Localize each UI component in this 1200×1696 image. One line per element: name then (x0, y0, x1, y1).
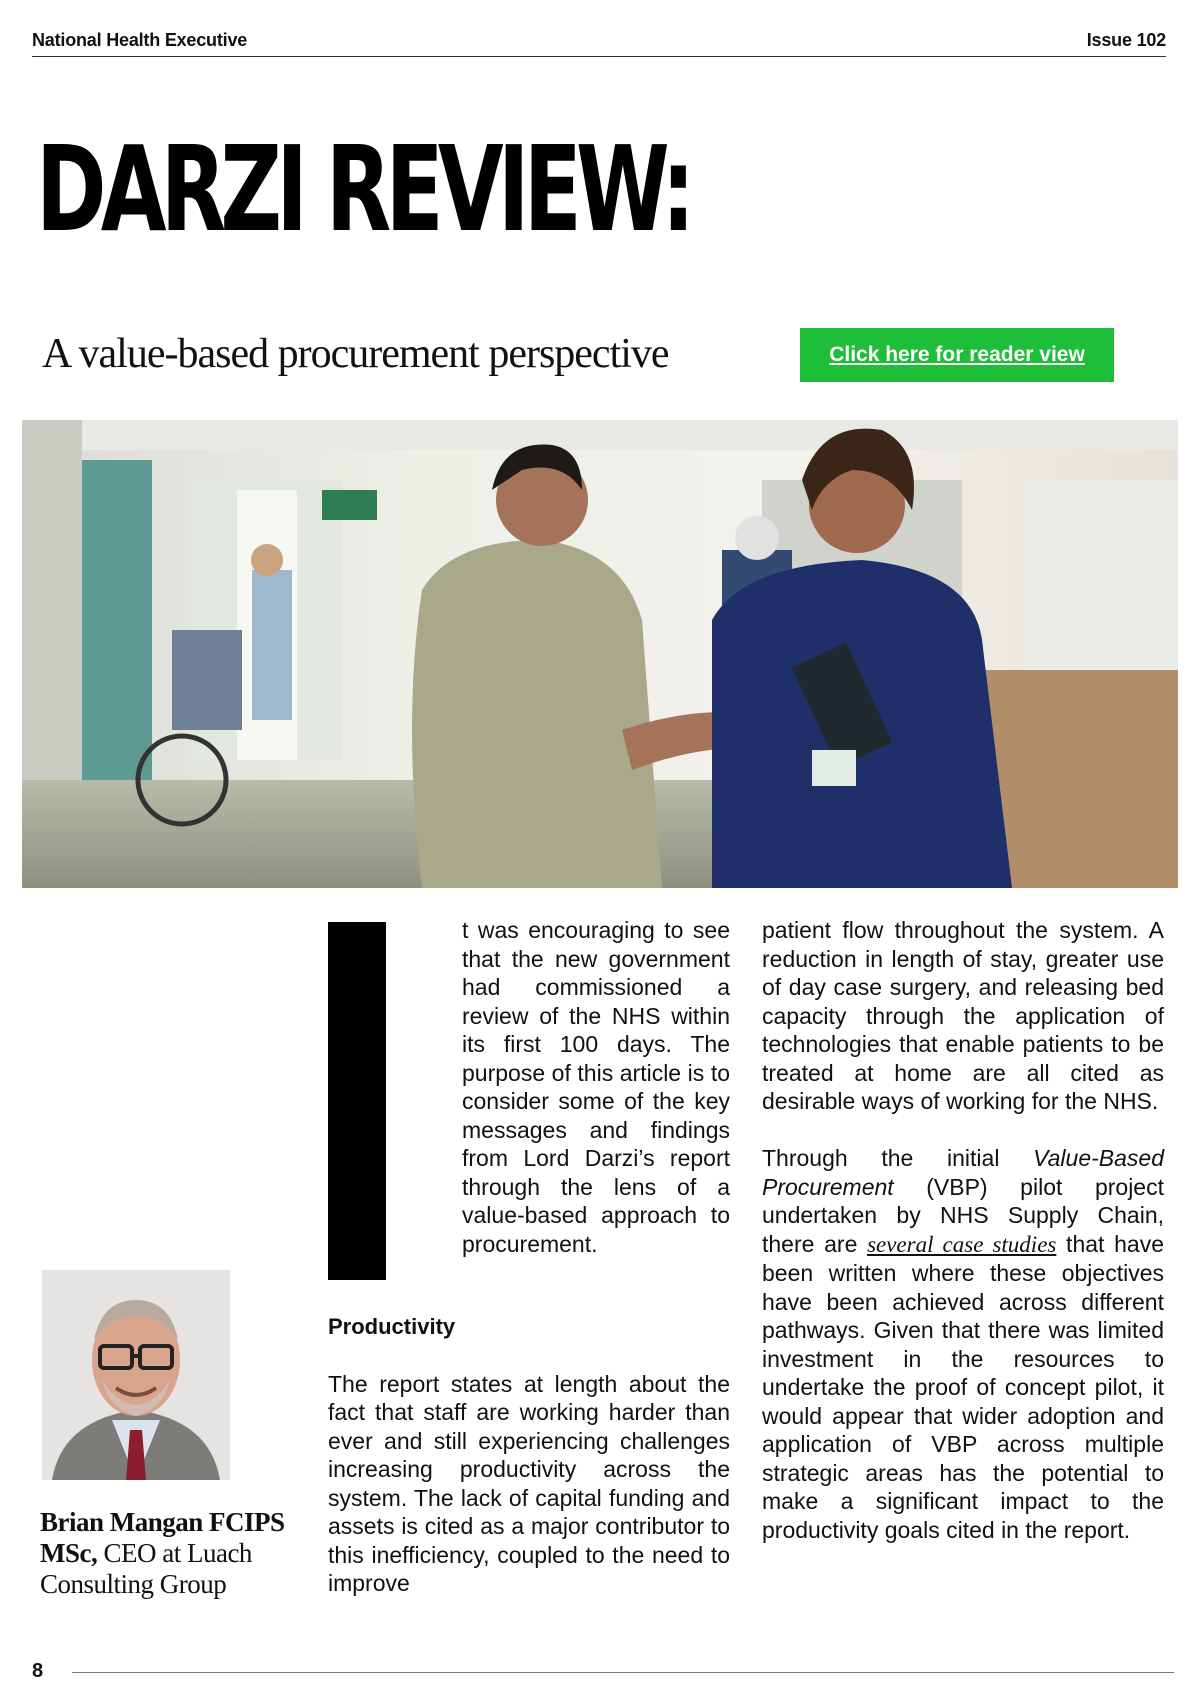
article-column-1 (462, 916, 730, 1258)
vbp-text-2: (VBP) pilot project undertaken by NHS Supply Chain, there are (762, 1173, 1164, 1257)
article-column-3 (762, 916, 1164, 1544)
page-header (32, 28, 1166, 57)
article-column-2 (328, 1313, 730, 1598)
reader-view-button[interactable]: Click here for reader view (800, 328, 1114, 382)
article-subtitle: A value-based procurement perspective (42, 331, 669, 377)
publication-name: National Health Executive (32, 30, 248, 50)
section-heading-productivity: Productivity (328, 1314, 456, 1339)
author-name: Brian Mangan FCIPS MSc, (40, 1507, 285, 1568)
vbp-term: Value-Based Procurement (762, 1145, 1164, 1200)
footer-divider (72, 1672, 1174, 1673)
vbp-text-1: Through the initial (762, 1145, 1034, 1171)
article-title: DARZI REVIEW: (36, 120, 690, 258)
author-photo (42, 1270, 230, 1480)
page-number: 8 (32, 1660, 44, 1682)
issue-number: Issue 102 (1086, 30, 1166, 50)
vbp-paragraph (762, 1144, 1164, 1544)
drop-cap-letter-i (328, 922, 386, 1280)
patient-flow-paragraph: patient flow throughout the system. A reduction in length of stay, greater use of day case surgery, and releasing bed capacity through the application of technologies that enable patients to be treated at home are all cited as desirable ways of working for the NHS. (762, 917, 1164, 1114)
author-role: CEO at Luach Consulting Group (40, 1538, 252, 1599)
author-byline (40, 1507, 310, 1600)
hero-image (22, 420, 1178, 888)
case-studies-link[interactable]: several case studies (867, 1231, 1057, 1257)
intro-paragraph: t was encouraging to see that the new government had commissioned a review of the NHS within its first 100 days. The purpose of this article is to consider some of the key messages and findings from Lord Darzi’s report through the lens of a value-based approach to procurement. (462, 917, 730, 1257)
vbp-text-3: that have been written where these objectives have been achieved across different pathways. Given that there was limited investment in the resources to undertake the proof of concept pilot, it would appear that wider adoption and application of VBP across multiple strategic areas has the potential to make a significant impact to the productivity goals cited in the report. (762, 1230, 1164, 1543)
productivity-paragraph: The report states at length about the fact that staff are working harder than ever and still experiencing challenges increasing productivity across the system. The lack of capital funding and assets is cited as a major contributor to this inefficiency, coupled to the need to improve (328, 1370, 730, 1596)
